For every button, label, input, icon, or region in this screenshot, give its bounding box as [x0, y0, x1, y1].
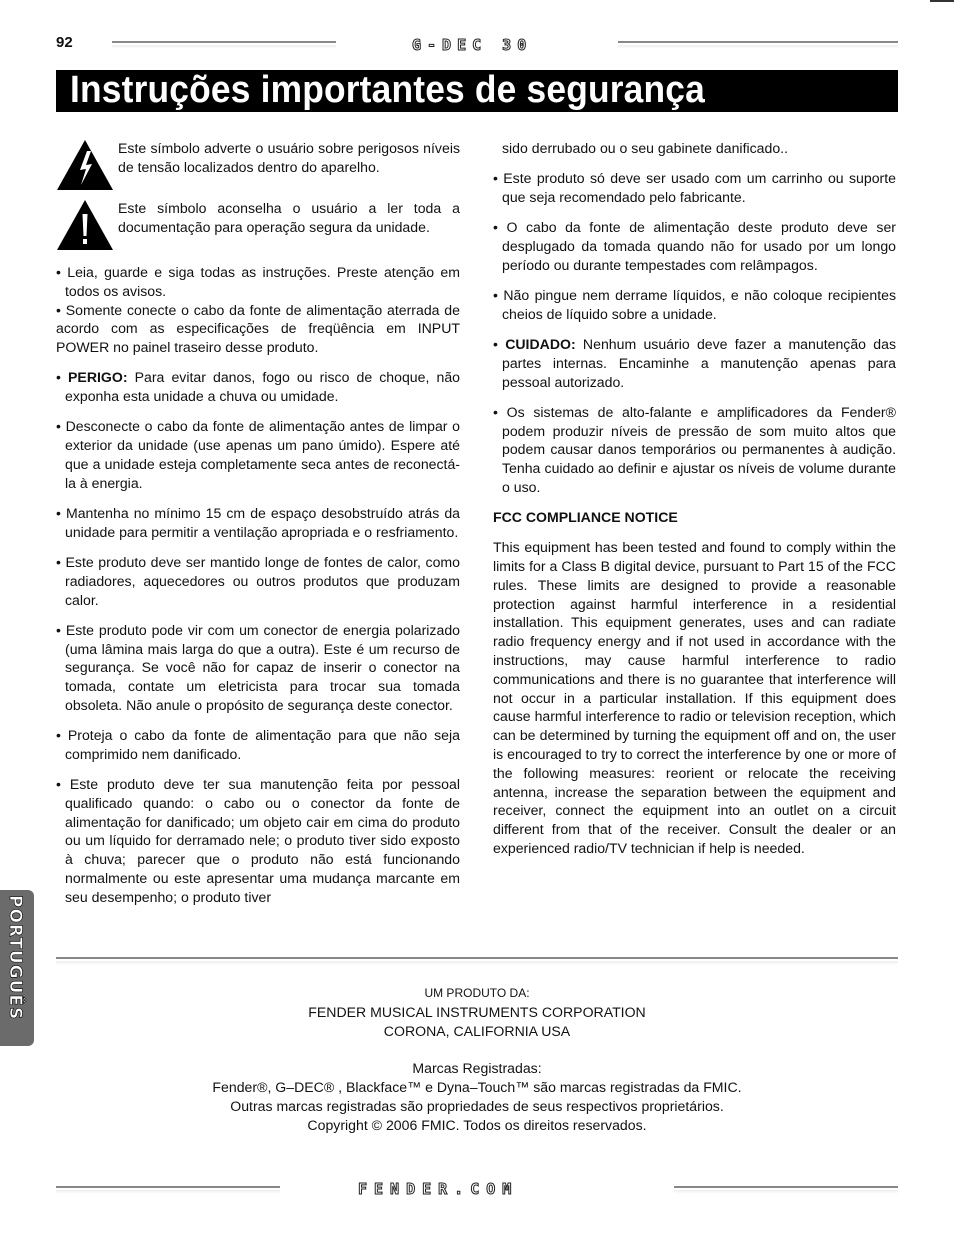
right-column: [493, 139, 896, 869]
left-item-2: • Somente conecte o cabo da fonte de alimentação aterrada de acordo com as especificações de freqüência em INPUT POWER no painel traseiro desse produto.: [56, 301, 460, 356]
footer-trademarks: Fender®, G–DEC® , Blackface™ e Dyna–Touch™ são marcas registradas da FMIC.: [212, 1078, 742, 1095]
right-item-1: • Este produto só deve ser usado com um carrinho ou suporte que seja recomendado pelo fabricante.: [493, 170, 896, 205]
left-item-5: • Mantenha no mínimo 15 cm de espaço desobstruído atrás da unidade para permitir a ventilação apropriada e o resfriamento.: [56, 504, 460, 540]
fcc-heading: FCC COMPLIANCE NOTICE: [493, 509, 678, 526]
left-item-3: • PERIGO: Para evitar danos, fogo ou risco de choque, não exponha esta unidade a chuva ou umidade.: [56, 369, 460, 405]
corner-mark: [930, 0, 954, 2]
footer-other-trademarks: Outras marcas registradas são propriedades de seus respectivos proprietários.: [230, 1097, 724, 1114]
cuidado-text: Nenhum usuário deve fazer a manutenção das partes internas. Encaminhe a manutenção apenas para pessoal autorizado.: [502, 335, 896, 390]
bottom-rule-left: [56, 1186, 280, 1188]
page-number: 92: [56, 34, 73, 51]
right-item-5: • Os sistemas de alto-falante e amplificadores da Fender® podem produzir níveis de pressão de som muito altos que podem causar danos temporários ou permanentes à audição. Tenha cuidado ao definir e ajustar os níveis de volume durante o uso.: [493, 403, 896, 495]
model-name: G-DEC 30: [412, 36, 533, 54]
footer-copyright: Copyright © 2006 FMIC. Todos os direitos reservados.: [307, 1116, 647, 1133]
right-item-2: • O cabo da fonte de alimentação deste produto deve ser desplugado da tomada quando não for usado por um longo período ou durante tempestades com relâmpagos.: [493, 219, 896, 273]
footer-location: CORONA, CALIFORNIA USA: [383, 1022, 571, 1039]
page-title: Instruções importantes de segurança: [70, 69, 705, 111]
bottom-rule-right: [674, 1186, 898, 1188]
exclamation-warning-icon: [56, 199, 114, 251]
lightning-warning-icon: [56, 139, 114, 191]
cuidado-label: CUIDADO:: [505, 335, 576, 352]
website-url: FENDER.COM: [358, 1180, 519, 1198]
footer-product-of: UM PRODUTO DA:: [424, 986, 530, 1000]
left-item-7: • Este produto pode vir com um conector de energia polarizado (uma lâmina mais larga do que a outra). Este é um recurso de segurança. Se você não for capaz de inserir o conector na tomada, contate um eletricista para trocar sua tomada obsoleta. Não anule o propósito de segurança deste conector.: [56, 621, 460, 713]
symbol-exclamation-text: Este símbolo aconselha o usuário a ler toda a documentação para operação segura da unidade.: [118, 200, 460, 235]
footer-divider: [56, 957, 898, 959]
header-rule-left: [112, 41, 336, 43]
symbol-lightning: [56, 139, 460, 198]
left-item-1: • Leia, guarde e siga todas as instruções. Preste atenção em todos os avisos.: [56, 264, 460, 299]
header-rule-right: [618, 41, 898, 43]
language-tab-label: PORTUGUÊS: [5, 895, 25, 1021]
footer-trademarks-heading: Marcas Registradas:: [412, 1060, 542, 1077]
fcc-text: This equipment has been tested and found to comply within the limits for a Class B digital device, pursuant to Part 15 of the FCC rules. These limits are designed to provide a reasonable protection against harmful interference in a residential installation. This equipment generates, uses and can radiate radio frequency energy and if not used in accordance with the instructions, may cause harmful interference to radio communications and there is no guarantee that interference will not occur in a particular installation. If this equipment does cause harmful interference to radio or television reception, which can be determined by turning the equipment off and on, the user is encouraged to try to correct the interference by one or more of the following measures: reorient or relocate the receiving antenna, increase the separation between the equipment and receiver, connect the equipment into an outlet on a circuit different from that of the receiver. Consult the dealer or an experienced radio/TV technician if help is needed.: [493, 539, 896, 857]
left-item-6: • Este produto deve ser mantido longe de fontes de calor, como radiadores, aquecedores ou outros produtos que produzam calor.: [56, 553, 460, 608]
left-item-8: • Proteja o cabo da fonte de alimentação para que não seja comprimido nem danificado.: [56, 727, 460, 762]
left-item-9: • Este produto deve ter sua manutenção feita por pessoal qualificado quando: o cabo ou o conector da fonte de alimentação for danificado; um objeto cair em cima do produto ou um líquido for derramado nele; o produto tiver sido exposto à chuva; parecer que o produto não está funcionando normalmente ou este apresentar uma mudança marcante em seu desempenho; o produto tiver: [56, 776, 460, 905]
language-tab: [0, 890, 34, 1046]
footer: [56, 984, 898, 1134]
left-column: [56, 139, 460, 918]
right-item-3: • Não pingue nem derrame líquidos, e não coloque recipientes cheios de líquido sobre a unidade.: [493, 286, 896, 322]
left-item-4: • Desconecte o cabo da fonte de alimentação antes de limpar o exterior da unidade (use apenas um pano úmido). Espere até que a unidade esteja completamente seca antes de reconectá-la à energia.: [56, 418, 460, 491]
title-bar: [56, 70, 898, 112]
perigo-label: PERIGO:: [68, 369, 128, 386]
symbol-lightning-text: Este símbolo adverte o usuário sobre perigosos níveis de tensão localizados dentro do aparelho.: [118, 140, 460, 175]
right-item-4: • CUIDADO: Nenhum usuário deve fazer a manutenção das partes internas. Encaminhe a manutenção apenas para pessoal autorizado.: [493, 335, 896, 390]
symbol-exclamation: [56, 199, 460, 258]
right-continuation: sido derrubado ou o seu gabinete danificado..: [502, 140, 789, 156]
perigo-text: Para evitar danos, fogo ou risco de choque, não exponha esta unidade a chuva ou umidade.: [65, 369, 460, 405]
footer-company: FENDER MUSICAL INSTRUMENTS CORPORATION: [308, 1003, 646, 1020]
